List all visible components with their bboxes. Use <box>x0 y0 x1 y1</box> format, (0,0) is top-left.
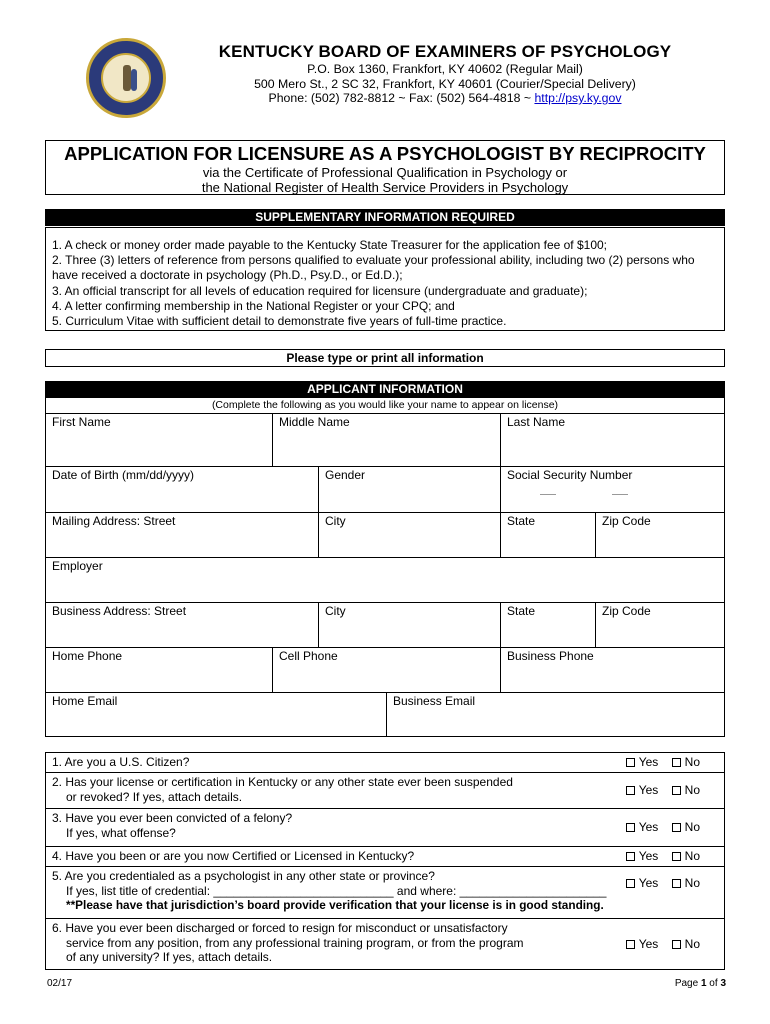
no-label: No <box>684 820 700 834</box>
checkbox-icon[interactable] <box>626 879 635 888</box>
question-5-options <box>626 876 700 891</box>
gender-field[interactable] <box>318 466 500 512</box>
question-5-text-cont: If yes, list title of credential: ___________________________ and where: ______________________ <box>66 883 607 898</box>
ssn-separator <box>540 494 556 495</box>
revision-date: 02/17 <box>47 978 73 989</box>
question-1-options <box>626 755 700 770</box>
page-of: of <box>706 978 721 989</box>
checkbox-icon[interactable] <box>626 940 635 949</box>
dob-label: Date of Birth (mm/dd/yyyy) <box>52 468 195 482</box>
q3-yes-option[interactable] <box>626 820 659 834</box>
yes-label: Yes <box>638 783 659 797</box>
question-3-text: 3. Have you ever been convicted of a felony? <box>52 811 293 825</box>
website-link[interactable]: http://psy.ky.gov <box>534 91 622 105</box>
no-label: No <box>684 849 700 863</box>
courier-address: 500 Mero St., 2 SC 32, Frankfort, KY 40601 (Courier/Special Delivery) <box>254 76 636 91</box>
mailing-city-label: City <box>325 514 346 528</box>
business-city-field[interactable] <box>318 602 500 647</box>
form-subtitle-1: via the Certificate of Professional Qualification in Psychology or <box>202 165 568 180</box>
ssn-separator <box>612 494 628 495</box>
supplementary-list <box>45 227 725 331</box>
business-zip-field[interactable] <box>595 602 724 647</box>
question-3-text-cont: If yes, what offense? <box>66 825 176 840</box>
no-label: No <box>684 937 700 951</box>
question-3 <box>46 809 724 847</box>
current-page: 1 <box>700 978 707 989</box>
q1-yes-option[interactable] <box>626 755 659 769</box>
form-title-box <box>45 140 725 195</box>
no-label: No <box>684 755 700 769</box>
checkbox-icon[interactable] <box>672 852 681 861</box>
yes-label: Yes <box>638 937 659 951</box>
middle-name-label: Middle Name <box>279 415 350 429</box>
checkbox-icon[interactable] <box>672 758 681 767</box>
questions-section <box>45 752 725 970</box>
question-4 <box>46 847 724 867</box>
business-city-label: City <box>325 604 346 618</box>
q4-yes-option[interactable] <box>626 849 659 863</box>
seal-figure-right <box>131 69 137 91</box>
ssn-field[interactable] <box>500 466 724 512</box>
dob-field[interactable] <box>46 466 318 512</box>
mail-address: P.O. Box 1360, Frankfort, KY 40602 (Regular Mail) <box>307 62 583 76</box>
question-2 <box>46 773 724 809</box>
print-instruction: Please type or print all information <box>45 349 725 367</box>
business-state-field[interactable] <box>500 602 595 647</box>
checkbox-icon[interactable] <box>626 786 635 795</box>
kentucky-seal-logo <box>86 38 166 118</box>
question-1 <box>46 753 724 773</box>
cell-phone-label: Cell Phone <box>279 649 338 663</box>
question-4-options <box>626 849 700 864</box>
form-title: APPLICATION FOR LICENSURE AS A PSYCHOLOGIST BY RECIPROCITY <box>64 143 706 164</box>
org-name: KENTUCKY BOARD OF EXAMINERS OF PSYCHOLOGY <box>218 42 672 61</box>
supp-item-5: 5. Curriculum Vitae with sufficient detail to demonstrate five years of full-time practice. <box>52 314 507 329</box>
business-phone-field[interactable] <box>500 647 724 692</box>
applicant-subheading: (Complete the following as you would like your name to appear on license) <box>211 399 559 411</box>
phone-fax: Phone: (502) 782-8812 ~ Fax: (502) 564-4818 ~ <box>268 91 535 105</box>
question-2-options <box>626 783 700 798</box>
gender-label: Gender <box>325 468 366 482</box>
yes-label: Yes <box>638 849 659 863</box>
question-5-text: 5. Are you credentialed as a psychologist in any other state or province? <box>52 869 435 883</box>
mailing-state-field[interactable] <box>500 512 595 557</box>
q3-no-option[interactable] <box>672 820 700 834</box>
business-street-field[interactable] <box>46 602 318 647</box>
checkbox-icon[interactable] <box>626 823 635 832</box>
page-label: Page <box>674 978 701 989</box>
mailing-street-field[interactable] <box>46 512 318 557</box>
middle-name-field[interactable] <box>272 413 500 466</box>
q2-no-option[interactable] <box>672 783 700 797</box>
question-6-options <box>626 937 700 952</box>
q4-no-option[interactable] <box>672 849 700 863</box>
last-name-label: Last Name <box>507 415 566 429</box>
question-2-text: 2. Has your license or certification in Kentucky or any other state ever been suspended <box>52 775 513 789</box>
ssn-label: Social Security Number <box>507 468 633 482</box>
business-email-label: Business Email <box>393 694 476 708</box>
yes-label: Yes <box>638 820 659 834</box>
applicant-heading: APPLICANT INFORMATION <box>45 381 725 398</box>
mailing-zip-label: Zip Code <box>602 514 651 528</box>
yes-label: Yes <box>638 876 659 890</box>
mailing-zip-field[interactable] <box>595 512 724 557</box>
question-6-text-cont2: of any university? If yes, attach details. <box>66 950 273 964</box>
business-email-field[interactable] <box>386 692 724 736</box>
supp-item-1: 1. A check or money order made payable to the Kentucky State Treasurer for the application fee of $100; <box>52 238 607 252</box>
home-email-label: Home Email <box>52 694 118 708</box>
business-street-label: Business Address: Street <box>52 604 187 618</box>
no-label: No <box>684 783 700 797</box>
employer-label: Employer <box>52 559 103 573</box>
page-number <box>675 978 726 989</box>
mailing-street-label: Mailing Address: Street <box>52 514 176 528</box>
q5-yes-option[interactable] <box>626 876 659 890</box>
cell-phone-field[interactable] <box>272 647 500 692</box>
checkbox-icon[interactable] <box>672 786 681 795</box>
business-phone-label: Business Phone <box>507 649 594 663</box>
no-label: No <box>684 876 700 890</box>
question-1-text: 1. Are you a U.S. Citizen? <box>52 755 190 769</box>
first-name-label: First Name <box>52 415 111 429</box>
supp-item-3: 3. An official transcript for all levels of education required for licensure (undergraduate and graduate); <box>52 283 588 298</box>
supp-item-2: 2. Three (3) letters of reference from persons qualified to evaluate your professional ability, including two (2) persons who have received a doctorate in psychology (Ph.D., Psy.D., or Ed.D.); <box>52 253 695 283</box>
checkbox-icon[interactable] <box>672 879 681 888</box>
question-6 <box>46 919 724 969</box>
q5-no-option[interactable] <box>672 876 700 890</box>
seal-figure-left <box>123 65 131 91</box>
mailing-city-field[interactable] <box>318 512 500 557</box>
employer-field[interactable] <box>46 557 724 602</box>
question-5-note: **Please have that jurisdiction’s board provide verification that your license is in good standing. <box>66 898 604 912</box>
supplementary-heading: SUPPLEMENTARY INFORMATION REQUIRED <box>45 209 725 226</box>
applicant-info-section <box>45 381 725 737</box>
first-name-field[interactable] <box>46 413 272 466</box>
question-6-text-cont: service from any position, from any professional training program, or from the program <box>66 935 524 950</box>
question-5 <box>46 867 724 919</box>
seal-center <box>101 53 151 103</box>
q6-no-option[interactable] <box>672 937 700 951</box>
checkbox-icon[interactable] <box>626 852 635 861</box>
form-subtitle-2: the National Register of Health Service Providers in Psychology <box>201 180 569 195</box>
letterhead <box>190 42 700 106</box>
question-6-text: 6. Have you ever been discharged or forced to resign for misconduct or unsatisfactory <box>52 921 508 935</box>
business-zip-label: Zip Code <box>602 604 651 618</box>
question-2-text-cont: or revoked? If yes, attach details. <box>66 789 243 804</box>
contact-line <box>190 91 700 106</box>
business-state-label: State <box>507 604 536 618</box>
home-email-field[interactable] <box>46 692 386 736</box>
supp-item-4: 4. A letter confirming membership in the National Register or your CPQ; and <box>52 298 455 313</box>
mailing-state-label: State <box>507 514 536 528</box>
home-phone-label: Home Phone <box>52 649 123 663</box>
total-pages: 3 <box>720 978 726 989</box>
last-name-field[interactable] <box>500 413 724 466</box>
q6-yes-option[interactable] <box>626 937 659 951</box>
checkbox-icon[interactable] <box>672 823 681 832</box>
yes-label: Yes <box>638 755 659 769</box>
checkbox-icon[interactable] <box>672 940 681 949</box>
question-4-text: 4. Have you been or are you now Certified or Licensed in Kentucky? <box>52 849 415 863</box>
question-3-options <box>626 820 700 835</box>
checkbox-icon[interactable] <box>626 758 635 767</box>
q2-yes-option[interactable] <box>626 783 659 797</box>
q1-no-option[interactable] <box>672 755 700 769</box>
home-phone-field[interactable] <box>46 647 272 692</box>
